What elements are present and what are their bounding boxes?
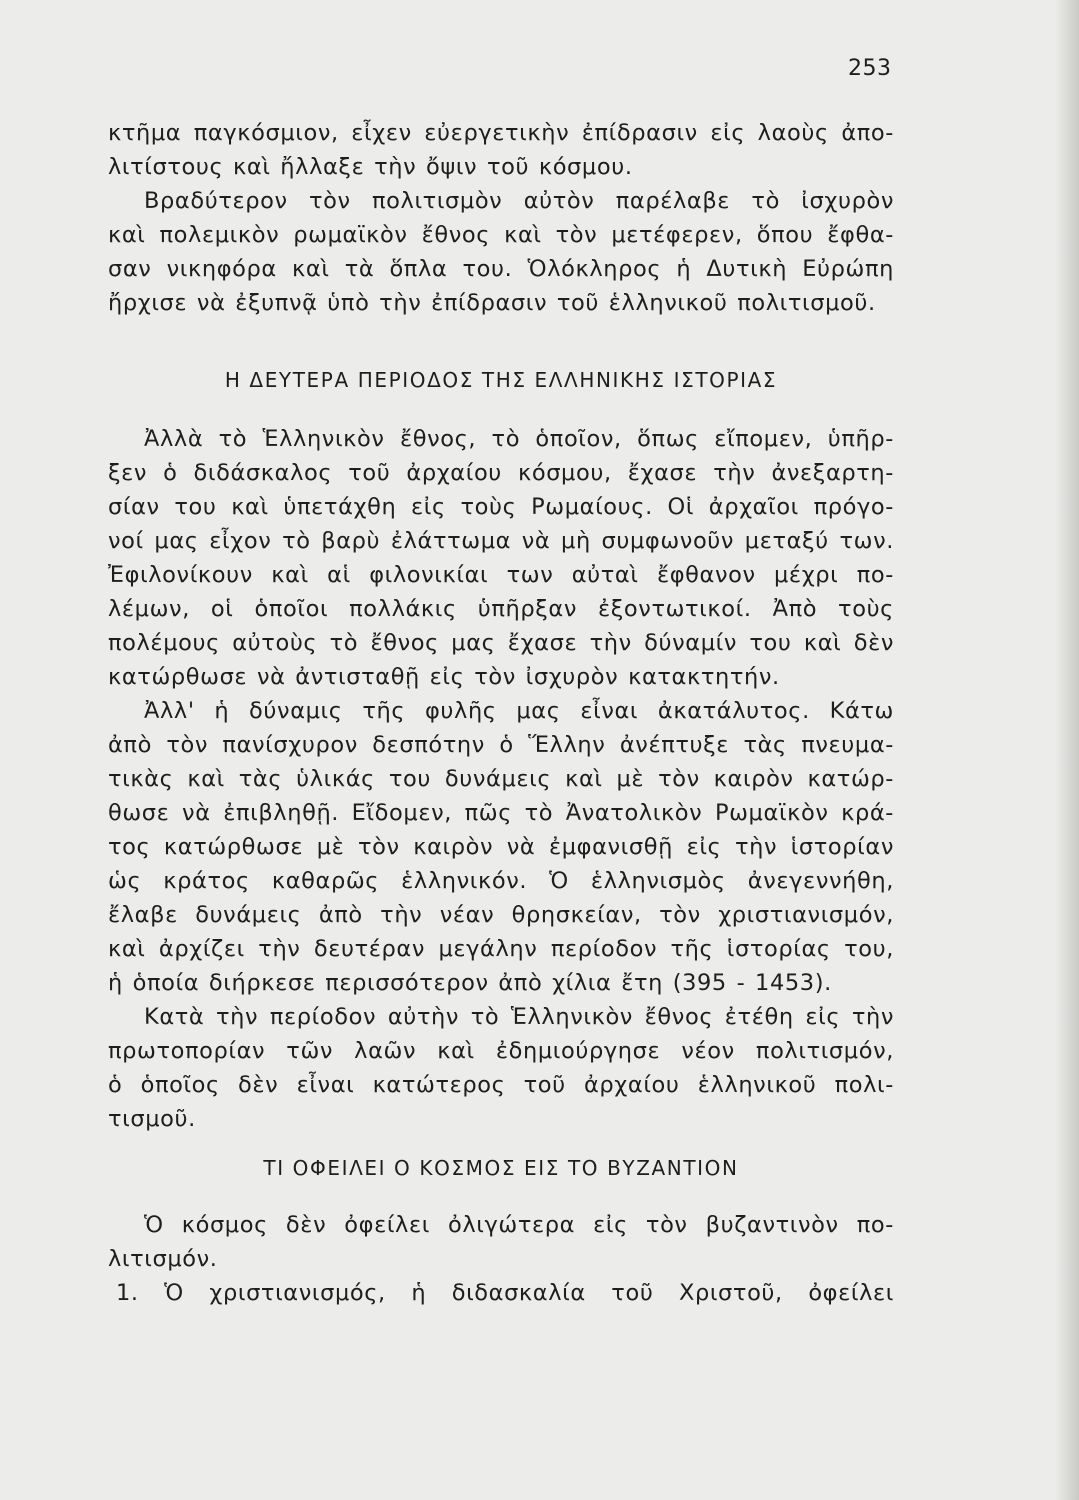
text-line: λιτισμόν. [108,1246,218,1272]
text-line: τισμοῦ. [108,1106,196,1132]
text-line: Ἀλλὰ τὸ Ἑλληνικὸν ἔθνος, τὸ ὁποῖον, ὅπως εἴπομεν, ὑπῆρ- [144,426,894,452]
text-line: Ὁ κόσμος δὲν ὀφείλει ὀλιγώτερα εἰς τὸν βυζαντινὸν πο- [144,1212,894,1238]
text-line: Κατὰ τὴν περίοδον αὐτὴν τὸ Ἑλληνικὸν ἔθνος ἐτέθη εἰς τὴν [144,1004,894,1030]
text-line: 1. Ὁ χριστιανισμός, ἡ διδασκαλία τοῦ Χριστοῦ, ὀφείλει [116,1280,894,1306]
text-line: ἤρχισε νὰ ἐξυπνᾷ ὑπὸ τὴν ἐπίδρασιν τοῦ ἑλληνικοῦ πολιτισμοῦ. [108,290,876,316]
text-line: κατώρθωσε νὰ ἀντισταθῇ εἰς τὸν ἰσχυρὸν κατακτητήν. [108,664,780,690]
page-number: 253 [848,56,892,81]
text-line: τος κατώρθωσε μὲ τὸν καιρὸν νὰ ἐμφανισθῇ εἰς τὴν ἱστορίαν [108,834,894,860]
page-edge-shadow [1055,0,1079,1500]
text-line: νοί μας εἶχον τὸ βαρὺ ἐλάττωμα νὰ μὴ συμφωνοῦν μεταξύ των. [108,528,894,554]
text-line: ἔλαβε δυνάμεις ἀπὸ τὴν νέαν θρησκείαν, τὸν χριστιανισμόν, [108,902,894,928]
text-line: λέμων, οἱ ὁποῖοι πολλάκις ὑπῆρξαν ἐξοντωτικοί. Ἀπὸ τοὺς [108,596,894,622]
text-line: καὶ ἀρχίζει τὴν δευτέραν μεγάλην περίοδον τῆς ἱστορίας του, [108,936,894,962]
text-line: λιτίστους καὶ ἤλλαξε τὴν ὄψιν τοῦ κόσμου. [108,154,633,180]
paragraph-block-2 [108,422,894,1136]
text-line: σίαν του καὶ ὑπετάχθη εἰς τοὺς Ρωμαίους. Οἱ ἀρχαῖοι πρόγο- [108,494,894,520]
text-line: ὡς κράτος καθαρῶς ἑλληνικόν. Ὁ ἑλληνισμὸς ἀνεγεννήθη, [108,868,894,894]
text-line: ξεν ὁ διδάσκαλος τοῦ ἀρχαίου κόσμου, ἔχασε τὴν ἀνεξαρτη- [108,460,894,486]
paragraph-block-1 [108,116,894,320]
text-line: ἀπὸ τὸν πανίσχυρον δεσπότην ὁ Ἕλλην ἀνέπτυξε τὰς πνευμα- [108,732,894,758]
section-heading-2: ΤΙ ΟΦΕΙΛΕΙ Ο ΚΟΣΜΟΣ ΕΙΣ ΤΟ ΒΥΖΑΝΤΙΟΝ [263,1156,739,1180]
section-heading-1: Η ΔΕΥΤΕΡΑ ΠΕΡΙΟΔΟΣ ΤΗΣ ΕΛΛΗΝΙΚΗΣ ΙΣΤΟΡΙΑΣ [224,368,778,392]
paragraph-block-3 [108,1208,894,1310]
text-line: κτῆμα παγκόσμιον, εἶχεν εὐεργετικὴν ἐπίδρασιν εἰς λαοὺς ἀπο- [108,120,894,146]
text-line: θωσε νὰ ἐπιβληθῇ. Εἴδομεν, πῶς τὸ Ἀνατολικὸν Ρωμαϊκὸν κρά- [108,800,894,826]
text-line: ἡ ὁποία διήρκεσε περισσότερον ἀπὸ χίλια ἔτη (395 - 1453). [108,970,832,996]
text-line: Ἐφιλονίκουν καὶ αἱ φιλονικίαι των αὐταὶ ἔφθανον μέχρι πο- [108,562,894,588]
text-line: πρωτοπορίαν τῶν λαῶν καὶ ἐδημιούργησε νέον πολιτισμόν, [108,1038,894,1064]
text-line: πολέμους αὐτοὺς τὸ ἔθνος μας ἔχασε τὴν δύναμίν του καὶ δὲν [108,630,894,656]
text-line: τικὰς καὶ τὰς ὑλικάς του δυνάμεις καὶ μὲ τὸν καιρὸν κατώρ- [108,766,894,792]
text-line: Βραδύτερον τὸν πολιτισμὸν αὐτὸν παρέλαβε τὸ ἰσχυρὸν [144,188,894,214]
text-line: Ἀλλ' ἡ δύναμις τῆς φυλῆς μας εἶναι ἀκατάλυτος. Κάτω [144,698,894,724]
text-line: καὶ πολεμικὸν ρωμαϊκὸν ἔθνος καὶ τὸν μετέφερεν, ὅπου ἔφθα- [108,222,894,248]
text-line: σαν νικηφόρα καὶ τὰ ὅπλα του. Ὁλόκληρος ἡ Δυτικὴ Εὐρώπη [108,256,894,282]
text-line: ὁ ὁποῖος δὲν εἶναι κατώτερος τοῦ ἀρχαίου ἑλληνικοῦ πολι- [108,1072,894,1098]
